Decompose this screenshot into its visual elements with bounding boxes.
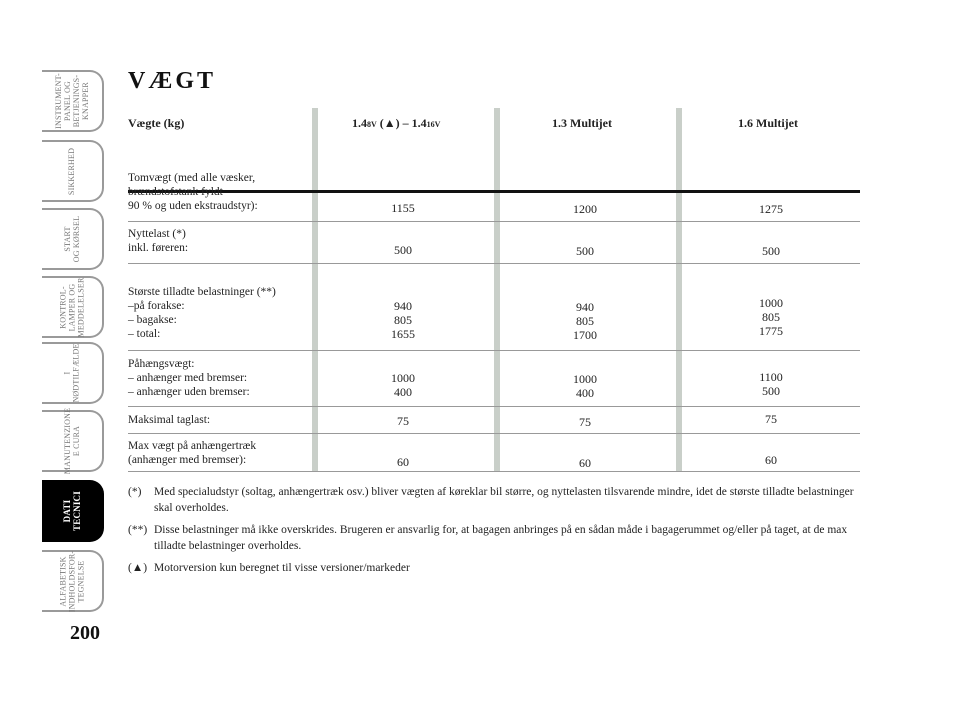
cell-value: 1000 400: [573, 372, 597, 400]
page-number: 200: [70, 622, 100, 644]
column-header-1-6-multijet: 1.6 Multijet: [738, 116, 798, 130]
row-divider: [128, 350, 860, 351]
column-bar: [676, 108, 682, 472]
tab-instrumentpanel[interactable]: [42, 70, 104, 132]
row-label-taglast: Maksimal taglast:: [128, 414, 211, 426]
row-divider: [128, 221, 860, 222]
footnote-text: Disse belastninger må ikke overskrides. Brugeren er ansvarlig for, at bagagen anbringes på en sådan måde i bagagerummet og/eller på taget, at de max tilladte belastninger overholdes.: [154, 524, 848, 552]
footnote: [128, 522, 860, 554]
tab-dati-tecnici[interactable]: [42, 480, 104, 542]
tab-kontrollamper[interactable]: [42, 276, 104, 338]
cell-value: 60: [397, 455, 409, 469]
tab-label: DATI TECNICI: [61, 491, 82, 531]
row-divider: [128, 433, 860, 434]
row-divider: [128, 471, 860, 472]
tab-alfabetisk-indholdsfortegnelse[interactable]: [42, 550, 104, 612]
row-label-nyttelast: Nyttelast (*) inkl. føreren:: [128, 228, 189, 254]
cell-value: 500: [576, 244, 594, 258]
tab-label: I NØDTILFÆLDE: [63, 343, 81, 403]
column-bar: [312, 108, 318, 472]
weights-table: [128, 108, 860, 472]
row-label-tomvaegt: Tomvægt (med alle væsker, brændstofstank fyldt 90 % og uden ekstraudstyr):: [128, 172, 258, 212]
footnote: [128, 484, 860, 516]
cell-value: 1275: [759, 202, 783, 216]
cell-value: 1000 400: [391, 371, 415, 399]
footnote: [128, 560, 860, 576]
row-label-anhaengertraek: Max vægt på anhængertræk (anhænger med bremser):: [128, 440, 257, 466]
row-label-paahaengsvaegt: Påhængsvægt: – anhænger med bremser: – anhænger uden bremser:: [128, 358, 250, 398]
tab-label: MANUTENZIONE E CURA: [63, 407, 82, 475]
column-header-1-3-multijet: 1.3 Multijet: [552, 116, 612, 130]
footnote-text: Motorversion kun beregnet til visse versioner/markeder: [154, 562, 410, 574]
tab-start-og-korsel[interactable]: [42, 208, 104, 270]
tab-label: INSTRUMENT- PANEL OG BETJENINGS- KNAPPER: [54, 73, 90, 129]
header-label: Vægte (kg): [128, 116, 185, 130]
tab-nodtilfaelde[interactable]: [42, 342, 104, 404]
footnote-text: Med specialudstyr (soltag, anhængertræk osv.) bliver vægten af køreklar bil større, og nyttelasten tilsvarende mindre, idet de største tilladte belastninger skal overholdes.: [154, 486, 854, 514]
cell-value: 75: [579, 415, 591, 429]
cell-value: 75: [397, 414, 409, 428]
tab-sikkerhed[interactable]: [42, 140, 104, 202]
tab-label: START OG KØRSEL: [63, 215, 81, 263]
cell-value: 500: [762, 244, 780, 258]
cell-value: 1100 500: [759, 370, 783, 398]
cell-value: 940 805 1655: [391, 299, 415, 341]
page-title: VÆGT: [128, 68, 217, 94]
tab-label: ALFABETISK INDHOLDSFOR- TEGNELSE: [58, 550, 86, 612]
cell-value: 75: [765, 412, 777, 426]
row-label-belastninger: Største tilladte belastninger (**) –på forakse: – bagakse: – total:: [128, 286, 276, 340]
column-header-1-4: 1.48V (▲) – 1.416V: [352, 116, 441, 130]
cell-value: 940 805 1700: [573, 300, 597, 342]
column-bar: [494, 108, 500, 472]
cell-value: 60: [579, 456, 591, 470]
footnote-mark: (*): [128, 486, 142, 498]
tab-label: KONTROL- LAMPER OG MEDDELELSER: [58, 277, 86, 337]
row-divider: [128, 263, 860, 264]
cell-value: 1000 805 1775: [759, 296, 783, 338]
cell-value: 500: [394, 243, 412, 257]
footnotes: [128, 484, 860, 582]
cell-value: 1155: [391, 201, 415, 215]
cell-value: 1200: [573, 202, 597, 216]
footnote-mark: (**): [128, 524, 148, 536]
cell-value: 60: [765, 453, 777, 467]
row-divider: [128, 406, 860, 407]
tab-manutenzione[interactable]: [42, 407, 104, 475]
tab-label: SIKKERHED: [67, 147, 77, 195]
footnote-mark: (▲): [128, 562, 148, 574]
